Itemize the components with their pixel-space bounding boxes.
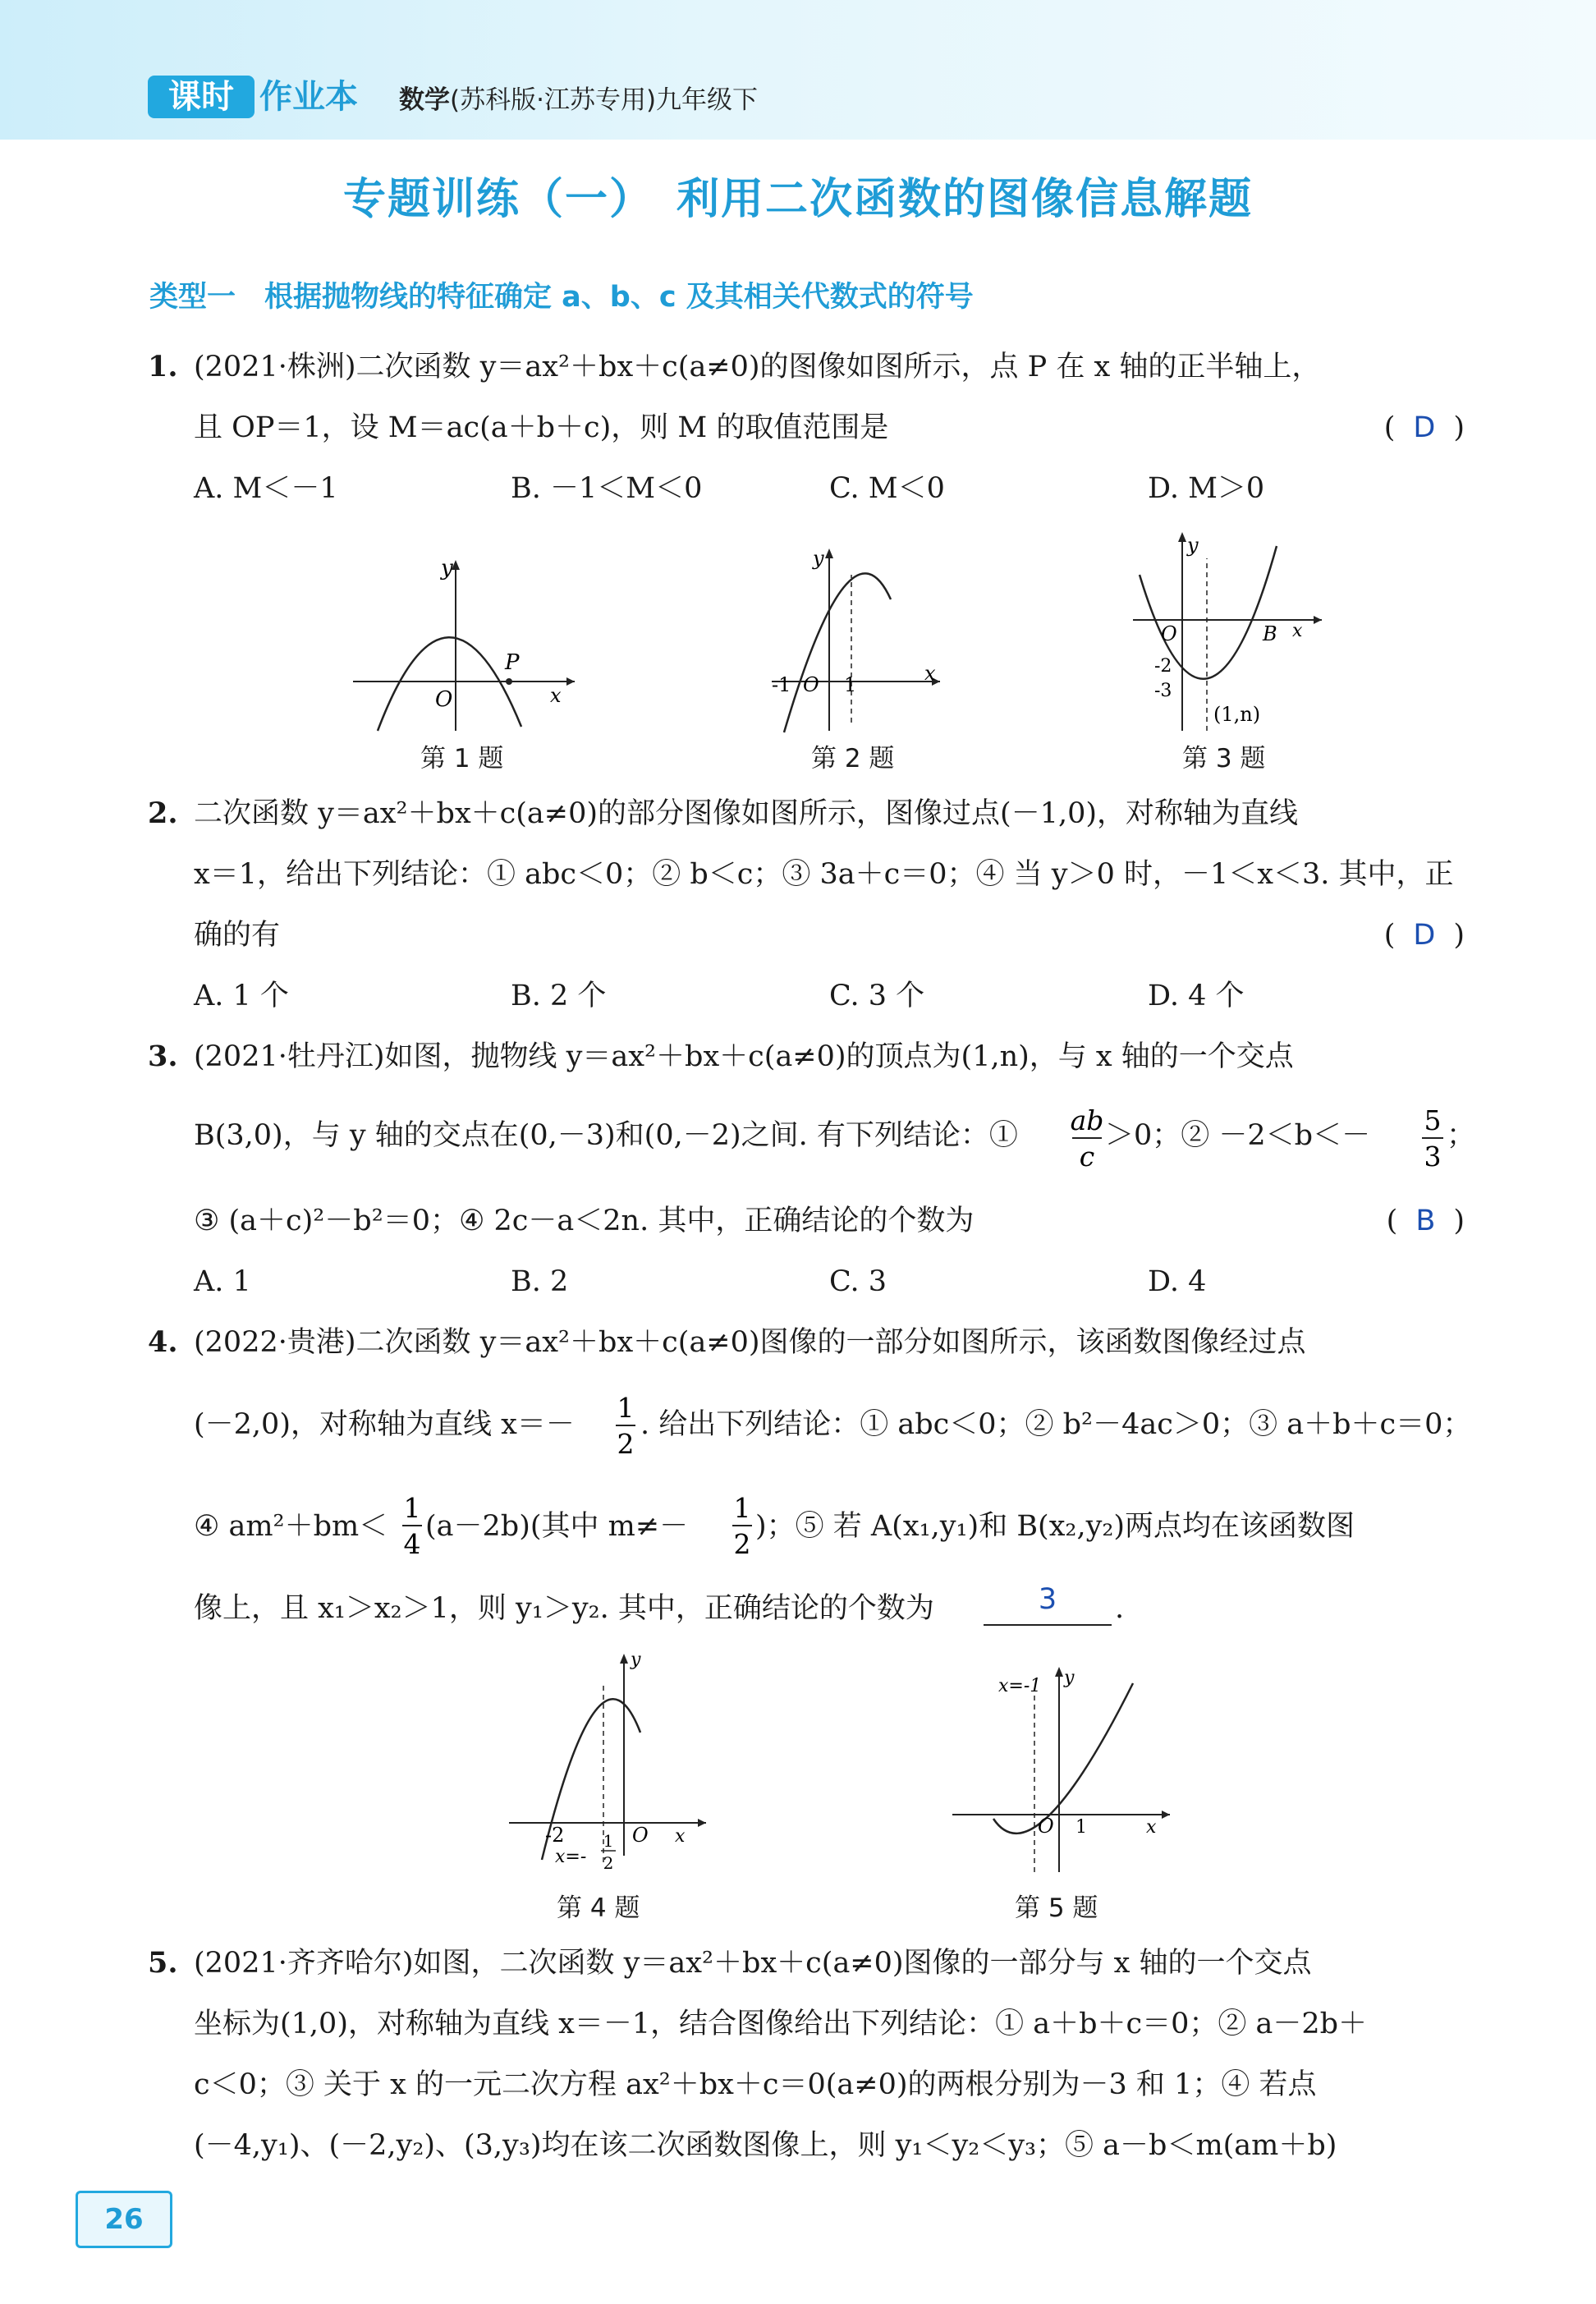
section-heading: 类型一 根据抛物线的特征确定 a、b、c 及其相关代数式的符号 (149, 281, 974, 314)
q4-fraction-1-2 (614, 1388, 637, 1460)
q2-answer-value: D (1413, 919, 1436, 952)
q3-answer: ( B ) (1386, 1205, 1465, 1237)
q3-answer-value: B (1415, 1205, 1436, 1237)
q2-line1: 二次函数 y＝ax²＋bx＋c(a≠0)的部分图像如图所示，图像过点(－1,0)，对称轴为直线 (194, 797, 1299, 830)
q3-fraction-5-3 (1420, 1100, 1445, 1173)
q4-line2b: . 给出下列结论：① abc＜0；② b²－4ac＞0；③ a＋b＋c＝0； (640, 1408, 1472, 1441)
q4-fraction-1-4 (401, 1488, 424, 1560)
q1-answer: ( D ) (1383, 411, 1465, 444)
q3-frac2-num: 5 (1424, 1104, 1442, 1136)
q4-frac3-num: 1 (403, 1492, 421, 1524)
q2-option-c: C. 3 个 (829, 980, 925, 1012)
figure-3-origin-label: O (1161, 622, 1177, 645)
q5-line1: (2021·齐齐哈尔)如图，二次函数 y＝ax²＋bx＋c(a≠0)图像的一部分与 x 轴的一个交点 (194, 1947, 1312, 1980)
figure-1-y-label: y (441, 556, 453, 581)
figure-4-caption: 第 4 题 (557, 1893, 640, 1923)
figure-4-minus2-label: -2 (545, 1824, 565, 1847)
q3-option-b: B. 2 (511, 1265, 569, 1298)
figure-1-parabola (378, 637, 521, 731)
q1-number: 1. (148, 350, 178, 383)
q4-frac4-den: 2 (733, 1528, 751, 1560)
figure-4-axis-label: x=- (555, 1847, 587, 1867)
figure-5-one-label: 1 (1075, 1817, 1087, 1838)
page-number: 26 (76, 2191, 172, 2248)
figure-5-caption: 第 5 题 (1015, 1893, 1098, 1923)
figure-1-p-label: P (505, 650, 520, 675)
q5-number: 5. (148, 1946, 178, 1980)
page-title: 专题训练（一） 利用二次函数的图像信息解题 (342, 174, 1253, 224)
q2-line2: x＝1，给出下列结论：① abc＜0；② b＜c；③ 3a＋c＝0；④ 当 y＞0 时，－1＜x＜3. 其中，正 (194, 858, 1454, 891)
q5-line4: (－4,y₁)、(－2,y₂)、(3,y₃)均在该二次函数图像上，则 y₁＜y₂＜y₃；⑤ a－b＜m(am＋b) (194, 2129, 1337, 2162)
q1-option-b: B. －1＜M＜0 (511, 472, 703, 505)
q3-option-d: D. 4 (1148, 1265, 1207, 1298)
subject-edition: (苏科版·江苏专用)九年级下 (450, 85, 759, 115)
q3-option-a: A. 1 (194, 1265, 251, 1298)
q3-number: 3. (148, 1040, 178, 1073)
q2-option-d: D. 4 个 (1148, 980, 1245, 1012)
q4-frac4-num: 1 (733, 1492, 751, 1524)
figure-4 (493, 1642, 722, 1880)
q1-option-c: C. M＜0 (829, 472, 945, 505)
q3-frac1-num: ab (1071, 1104, 1103, 1136)
figure-2-parabola (784, 573, 891, 732)
figure-2-caption: 第 2 题 (811, 744, 895, 773)
figure-5-x-label: x (1146, 1817, 1157, 1838)
figure-2-minus1-label: -1 (772, 673, 791, 696)
q4-frac-den: 2 (617, 1428, 635, 1460)
q4-line4-end: . (1115, 1592, 1125, 1625)
figure-4-half-den: 2 (603, 1853, 614, 1873)
q3-line3: ③ (a＋c)²－b²＝0；④ 2c－a＜2n. 其中，正确结论的个数为 (194, 1205, 975, 1237)
figure-3-y-label: y (1187, 534, 1199, 557)
q5-line2: 坐标为(1,0)，对称轴为直线 x＝－1，结合图像给出下列结论：① a＋b＋c＝0；② a－2b＋ (194, 2008, 1368, 2040)
figure-3-minus2-label: -2 (1154, 656, 1172, 677)
figure-3-b-label: B (1263, 622, 1277, 645)
q2-line3: 确的有 (194, 919, 281, 952)
q4-line2a: (－2,0)，对称轴为直线 x＝－ (194, 1408, 575, 1441)
q2-option-a: A. 1 个 (194, 980, 289, 1012)
figure-3-vertex-label: (1,n) (1213, 703, 1261, 726)
figure-2-origin-label: O (803, 673, 819, 696)
book-subject (399, 84, 758, 117)
q4-line4: 像上，且 x₁＞x₂＞1，则 y₁＞y₂. 其中，正确结论的个数为 (194, 1592, 934, 1625)
q4-frac-num: 1 (617, 1392, 635, 1424)
figure-3-minus3-label: -3 (1154, 681, 1172, 701)
q4-line3a: ④ am²＋bm＜ (194, 1510, 388, 1543)
q4-answer-blank (984, 1581, 1112, 1626)
q3-frac1-den: c (1079, 1141, 1095, 1173)
figure-1-point-p (506, 678, 512, 685)
figure-5-axis-label: x=-1 (998, 1676, 1042, 1696)
q1-line2: 且 OP＝1，设 M＝ac(a＋b＋c)，则 M 的取值范围是 (194, 411, 889, 444)
q2-number: 2. (148, 796, 178, 830)
figure-4-x-label: x (675, 1826, 686, 1847)
q4-fraction-1-2b (731, 1488, 754, 1560)
q3-fraction-ab-c (1071, 1100, 1103, 1173)
figure-1-caption: 第 1 题 (420, 744, 504, 773)
q4-line3b: (a－2b)(其中 m≠－ (425, 1510, 689, 1543)
q1-answer-value: D (1413, 411, 1436, 444)
q3-line1: (2021·牡丹江)如图，抛物线 y＝ax²＋bx＋c(a≠0)的顶点为(1,n)，与 x 轴的一个交点 (194, 1040, 1294, 1073)
figure-3 (1125, 526, 1338, 739)
figure-2 (755, 542, 952, 739)
q3-frac2-den: 3 (1424, 1141, 1442, 1173)
subject-name: 数学 (399, 85, 450, 115)
figure-5-parabola (993, 1683, 1133, 1834)
q1-line1: (2021·株洲)二次函数 y＝ax²＋bx＋c(a≠0)的图像如图所示，点 P 在 x 轴的正半轴上， (194, 351, 1321, 383)
q4-line1: (2022·贵港)二次函数 y＝ax²＋bx＋c(a≠0)图像的一部分如图所示，该函数图像经过点 (194, 1326, 1306, 1359)
figure-3-x-label: x (1292, 621, 1303, 641)
figure-4-half-num: 1 (603, 1831, 614, 1851)
figure-4-origin-label: O (632, 1824, 649, 1847)
figure-5 (944, 1650, 1190, 1880)
book-brand: 作业本 (259, 78, 358, 116)
q5-line3: c＜0；③ 关于 x 的一元二次方程 ax²＋bx＋c＝0(a≠0)的两根分别为－3 和 1；④ 若点 (194, 2068, 1317, 2101)
figure-5-origin-label: O (1038, 1815, 1054, 1838)
q3-line2a: B(3,0)，与 y 轴的交点在(0,－3)和(0,－2)之间. 有下列结论：① (194, 1119, 1018, 1152)
figure-2-one-label: 1 (844, 673, 857, 696)
figure-2-y-label: y (813, 547, 824, 570)
figure-3-caption: 第 3 题 (1182, 744, 1266, 773)
book-logo: 课时 (148, 76, 255, 118)
figure-1-origin-label: O (435, 687, 453, 712)
figure-4-y-label: y (631, 1650, 641, 1670)
q2-answer: ( D ) (1383, 919, 1465, 952)
q4-number: 4. (148, 1325, 178, 1359)
q1-option-d: D. M＞0 (1148, 472, 1265, 505)
figure-5-y-label: y (1064, 1668, 1075, 1688)
header-band (0, 0, 1596, 140)
q3-option-c: C. 3 (829, 1265, 887, 1298)
figure-2-x-label: x (924, 662, 936, 685)
q1-option-a: A. M＜－1 (194, 472, 338, 505)
q3-line2c: ； (1447, 1119, 1476, 1152)
q4-answer-value: 3 (1038, 1583, 1057, 1616)
figure-1-x-label: x (550, 684, 562, 707)
q3-line2b: ＞0；② －2＜b＜－ (1105, 1119, 1371, 1152)
q4-line3c: )；⑤ 若 A(x₁,y₁)和 B(x₂,y₂)两点均在该函数图 (755, 1510, 1355, 1543)
q2-option-b: B. 2 个 (511, 980, 607, 1012)
q4-frac3-den: 4 (403, 1528, 421, 1560)
figure-1 (345, 550, 591, 739)
